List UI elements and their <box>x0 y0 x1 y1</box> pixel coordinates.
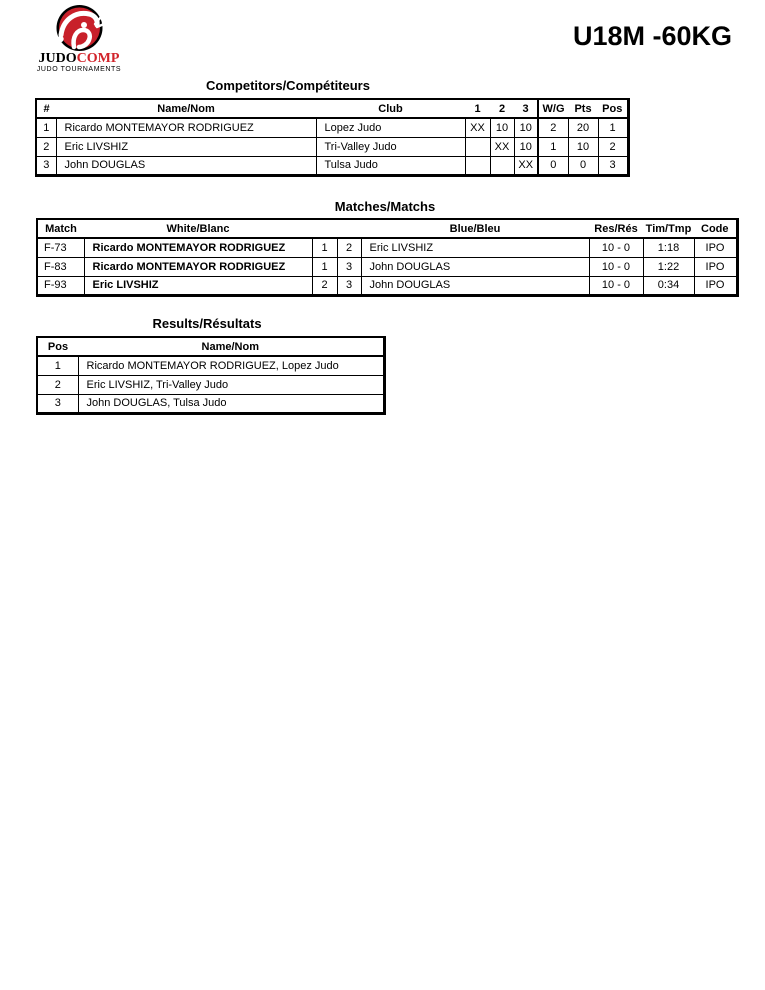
header-wins: W/G <box>538 99 568 118</box>
match-result: 10 - 0 <box>589 257 643 276</box>
competitor-position: 1 <box>598 118 628 137</box>
competitors-table <box>35 98 630 177</box>
result-position: 1 <box>37 356 78 375</box>
match-win-code: IPO <box>694 238 737 257</box>
header-white: White/Blanc <box>84 219 312 238</box>
competitor-name: Eric LIVSHIZ <box>56 137 316 156</box>
header-opponent-2: 2 <box>490 99 514 118</box>
brand-wordmark <box>36 52 122 65</box>
competitor-name: John DOUGLAS <box>56 156 316 175</box>
blue-player-name: John DOUGLAS <box>361 276 589 295</box>
result-row <box>37 394 384 413</box>
result-name-club: Ricardo MONTEMAYOR RODRIGUEZ, Lopez Judo <box>78 356 384 375</box>
header-position: Pos <box>598 99 628 118</box>
header-club: Club <box>316 99 465 118</box>
match-time: 1:18 <box>643 238 694 257</box>
score-vs-2: XX <box>490 137 514 156</box>
blue-player-number: 3 <box>337 257 361 276</box>
match-time: 1:22 <box>643 257 694 276</box>
competitor-number: 3 <box>36 156 56 175</box>
results-heading: Results/Résultats <box>152 316 262 331</box>
judocomp-logo <box>36 4 122 73</box>
result-row <box>37 375 384 394</box>
competitor-points: 0 <box>568 156 598 175</box>
header-name-nom: Name/Nom <box>78 337 384 356</box>
blue-player-number: 2 <box>337 238 361 257</box>
white-player-number: 1 <box>312 238 337 257</box>
result-name-club: John DOUGLAS, Tulsa Judo <box>78 394 384 413</box>
matches-table <box>36 218 739 297</box>
score-vs-1: XX <box>465 118 490 137</box>
score-vs-1 <box>465 137 490 156</box>
score-vs-3: 10 <box>514 137 538 156</box>
result-name-club: Eric LIVSHIZ, Tri-Valley Judo <box>78 375 384 394</box>
match-result: 10 - 0 <box>589 238 643 257</box>
competitor-position: 3 <box>598 156 628 175</box>
white-player-number: 1 <box>312 257 337 276</box>
competitors-heading: Competitors/Compétiteurs <box>206 78 370 93</box>
result-position: 2 <box>37 375 78 394</box>
competitor-club: Tulsa Judo <box>316 156 465 175</box>
competitor-position: 2 <box>598 137 628 156</box>
header-match: Match <box>37 219 84 238</box>
competitor-row <box>36 137 628 156</box>
white-player-name: Ricardo MONTEMAYOR RODRIGUEZ <box>84 257 312 276</box>
header-points: Pts <box>568 99 598 118</box>
competitor-name: Ricardo MONTEMAYOR RODRIGUEZ <box>56 118 316 137</box>
white-player-number: 2 <box>312 276 337 295</box>
header-code: Code <box>694 219 737 238</box>
match-code: F-93 <box>37 276 84 295</box>
results-table <box>36 336 386 415</box>
blue-player-number: 3 <box>337 276 361 295</box>
score-vs-2: 10 <box>490 118 514 137</box>
header-blue: Blue/Bleu <box>361 219 589 238</box>
header-time: Tim/Tmp <box>643 219 694 238</box>
header-position: Pos <box>37 337 78 356</box>
competitor-wins: 1 <box>538 137 568 156</box>
header-spacer <box>337 219 361 238</box>
competitor-row <box>36 118 628 137</box>
score-vs-3: 10 <box>514 118 538 137</box>
match-time: 0:34 <box>643 276 694 295</box>
header-number: # <box>36 99 56 118</box>
blue-player-name: John DOUGLAS <box>361 257 589 276</box>
competitor-club: Tri-Valley Judo <box>316 137 465 156</box>
match-code: F-83 <box>37 257 84 276</box>
match-row <box>37 257 737 276</box>
match-code: F-73 <box>37 238 84 257</box>
competitors-header-row <box>36 99 628 118</box>
match-row <box>37 238 737 257</box>
results-header-row <box>37 337 384 356</box>
white-player-name: Eric LIVSHIZ <box>84 276 312 295</box>
result-row <box>37 356 384 375</box>
match-result: 10 - 0 <box>589 276 643 295</box>
competitor-club: Lopez Judo <box>316 118 465 137</box>
competitor-row <box>36 156 628 175</box>
header-spacer <box>312 219 337 238</box>
score-vs-3: XX <box>514 156 538 175</box>
score-vs-1 <box>465 156 490 175</box>
match-row <box>37 276 737 295</box>
header-opponent-1: 1 <box>465 99 490 118</box>
competitor-points: 20 <box>568 118 598 137</box>
competitor-wins: 2 <box>538 118 568 137</box>
brand-comp: COMP <box>76 51 120 66</box>
competitor-points: 10 <box>568 137 598 156</box>
match-win-code: IPO <box>694 257 737 276</box>
header-name-nom: Name/Nom <box>56 99 316 118</box>
brand-tagline: JUDO TOURNAMENTS <box>36 66 122 73</box>
header-opponent-3: 3 <box>514 99 538 118</box>
score-vs-2 <box>490 156 514 175</box>
white-player-name: Ricardo MONTEMAYOR RODRIGUEZ <box>84 238 312 257</box>
competitor-wins: 0 <box>538 156 568 175</box>
judocomp-emblem-icon <box>51 4 108 52</box>
brand-judo: JUDO <box>38 51 77 66</box>
match-win-code: IPO <box>694 276 737 295</box>
weight-class-title: U18M -60KG <box>572 21 732 51</box>
competitor-number: 1 <box>36 118 56 137</box>
matches-header-row <box>37 219 737 238</box>
header-result: Res/Rés <box>589 219 643 238</box>
result-position: 3 <box>37 394 78 413</box>
competitor-number: 2 <box>36 137 56 156</box>
matches-heading: Matches/Matchs <box>334 199 436 214</box>
blue-player-name: Eric LIVSHIZ <box>361 238 589 257</box>
